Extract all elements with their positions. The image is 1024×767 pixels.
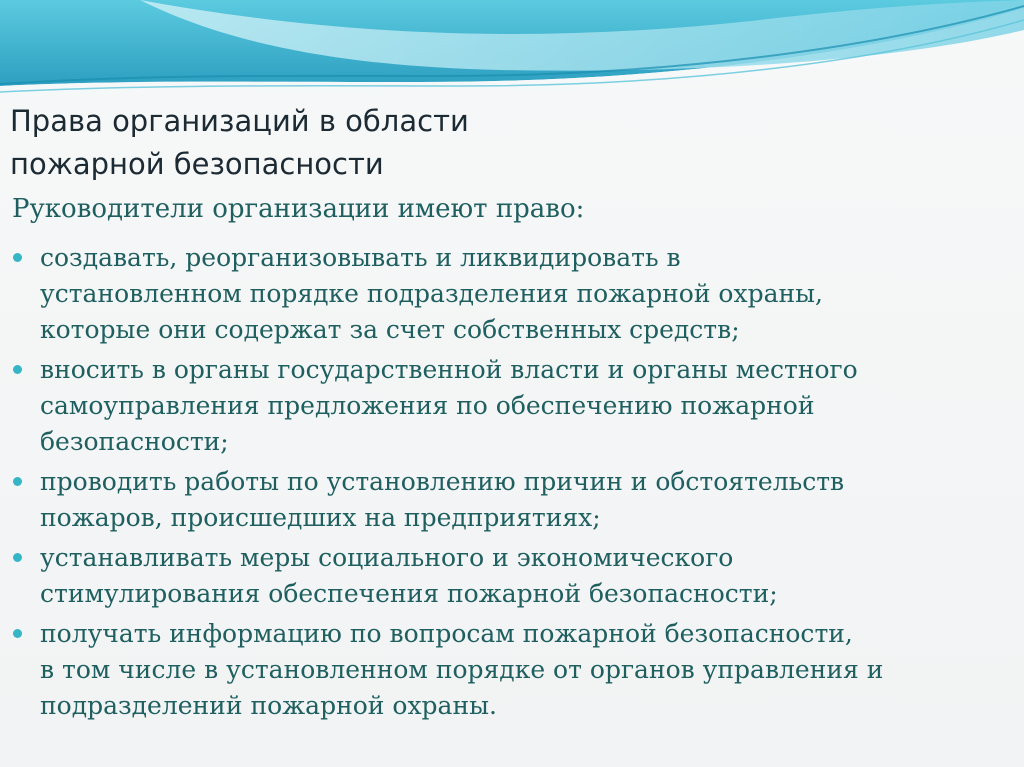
list-item-line: проводить работы по установлению причин и обстоятельств (40, 467, 845, 496)
list-item-line: самоуправления предложения по обеспечению пожарной (40, 391, 815, 420)
list-item-line: которые они содержат за счет собственных средств; (40, 315, 740, 344)
list-item-line: подразделений пожарной охраны. (40, 691, 497, 720)
slide-title-line-1: Права организаций в области (10, 104, 469, 138)
list-item-line: вносить в органы государственной власти и органы местного (40, 355, 858, 384)
list-item-line: стимулирования обеспечения пожарной безопасности; (40, 579, 778, 608)
decorative-wave-header (0, 0, 1024, 110)
list-item-line: создавать, реорганизовывать и ликвидировать в (40, 243, 681, 272)
list-item-line: получать информацию по вопросам пожарной безопасности, (40, 619, 853, 648)
list-item-line: установленном порядке подразделения пожарной охраны, (40, 279, 823, 308)
list-item-line: безопасности; (40, 427, 229, 456)
list-item (10, 240, 1015, 348)
bullet-dot-icon (13, 553, 22, 562)
list-item (10, 540, 1015, 612)
bullet-dot-icon (13, 477, 22, 486)
bullet-dot-icon (13, 365, 22, 374)
list-item-line: пожаров, происшедших на предприятиях; (40, 503, 601, 532)
slide-title (10, 100, 710, 186)
bullet-dot-icon (13, 629, 22, 638)
list-item (10, 464, 1015, 536)
list-item-line: устанавливать меры социального и экономического (40, 543, 734, 572)
list-item (10, 352, 1015, 460)
rights-list (10, 240, 1015, 728)
intro-text: Руководители организации имеют право: (12, 194, 585, 224)
bullet-dot-icon (13, 253, 22, 262)
slide-title-line-2: пожарной безопасности (10, 147, 384, 181)
list-item (10, 616, 1015, 724)
list-item-line: в том числе в установленном порядке от органов управления и (40, 655, 884, 684)
